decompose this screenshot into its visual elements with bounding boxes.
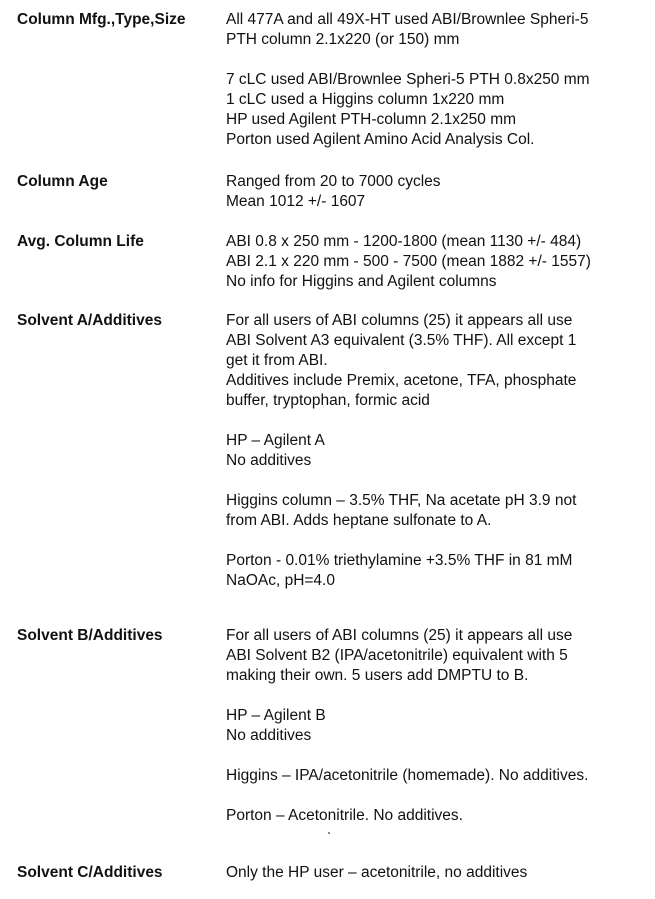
text-line: Higgins column – 3.5% THF, Na acetate pH 3.9 not [226,492,577,509]
paragraph [226,863,651,883]
section-content [226,232,651,292]
text-line: ABI Solvent A3 equivalent (3.5% THF). All except 1 [226,332,577,349]
section-label: Solvent B/Additives [17,627,163,644]
paragraph [226,172,651,212]
text-line: ABI 0.8 x 250 mm - 1200-1800 (mean 1130 +/- 484) [226,233,582,250]
text-line: 1 cLC used a Higgins column 1x220 mm [226,91,505,108]
paragraph [226,70,651,150]
section-content [226,172,651,212]
section-label: Column Age [17,173,108,190]
paragraph [226,806,651,826]
section-label: Avg. Column Life [17,233,144,250]
paragraph [226,551,651,591]
text-line: NaOAc, pH=4.0 [226,572,335,589]
stray-mark [328,832,330,834]
text-line: For all users of ABI columns (25) it appears all use [226,312,573,329]
paragraph [226,626,651,686]
text-line: from ABI. Adds heptane sulfonate to A. [226,512,492,529]
text-line: No info for Higgins and Agilent columns [226,273,497,290]
text-line: Porton - 0.01% triethylamine +3.5% THF in 81 mM [226,552,573,569]
section-label: Column Mfg.,Type,Size [17,11,186,28]
paragraph [226,766,651,786]
text-line: buffer, tryptophan, formic acid [226,392,430,409]
paragraph [226,311,651,411]
section-label: Solvent C/Additives [17,864,163,881]
section-content [226,311,651,591]
section-content [226,863,651,883]
text-line: Porton used Agilent Amino Acid Analysis Col. [226,131,535,148]
paragraph [226,706,651,746]
text-line: Higgins – IPA/acetonitrile (homemade). No additives. [226,767,589,784]
section-content [226,626,651,826]
text-line: HP – Agilent B [226,707,326,724]
section-label: Solvent A/Additives [17,312,162,329]
text-line: All 477A and all 49X-HT used ABI/Brownlee Spheri-5 [226,11,589,28]
text-line: For all users of ABI columns (25) it appears all use [226,627,573,644]
text-line: No additives [226,727,312,744]
text-line: No additives [226,452,312,469]
text-line: Ranged from 20 to 7000 cycles [226,173,441,190]
text-line: Additives include Premix, acetone, TFA, phosphate [226,372,577,389]
text-line: PTH column 2.1x220 (or 150) mm [226,31,460,48]
text-line: Mean 1012 +/- 1607 [226,193,366,210]
paragraph [226,10,651,50]
text-line: get it from ABI. [226,352,328,369]
text-line: ABI Solvent B2 (IPA/acetonitrile) equivalent with 5 [226,647,568,664]
section-content [226,10,651,150]
text-line: ABI 2.1 x 220 mm - 500 - 7500 (mean 1882 +/- 1557) [226,253,591,270]
text-line: 7 cLC used ABI/Brownlee Spheri-5 PTH 0.8x250 mm [226,71,590,88]
paragraph [226,232,651,292]
text-line: HP – Agilent A [226,432,325,449]
text-line: Porton – Acetonitrile. No additives. [226,807,463,824]
text-line: making their own. 5 users add DMPTU to B. [226,667,529,684]
text-line: Only the HP user – acetonitrile, no additives [226,864,528,881]
text-line: HP used Agilent PTH-column 2.1x250 mm [226,111,517,128]
paragraph [226,491,651,531]
paragraph [226,431,651,471]
